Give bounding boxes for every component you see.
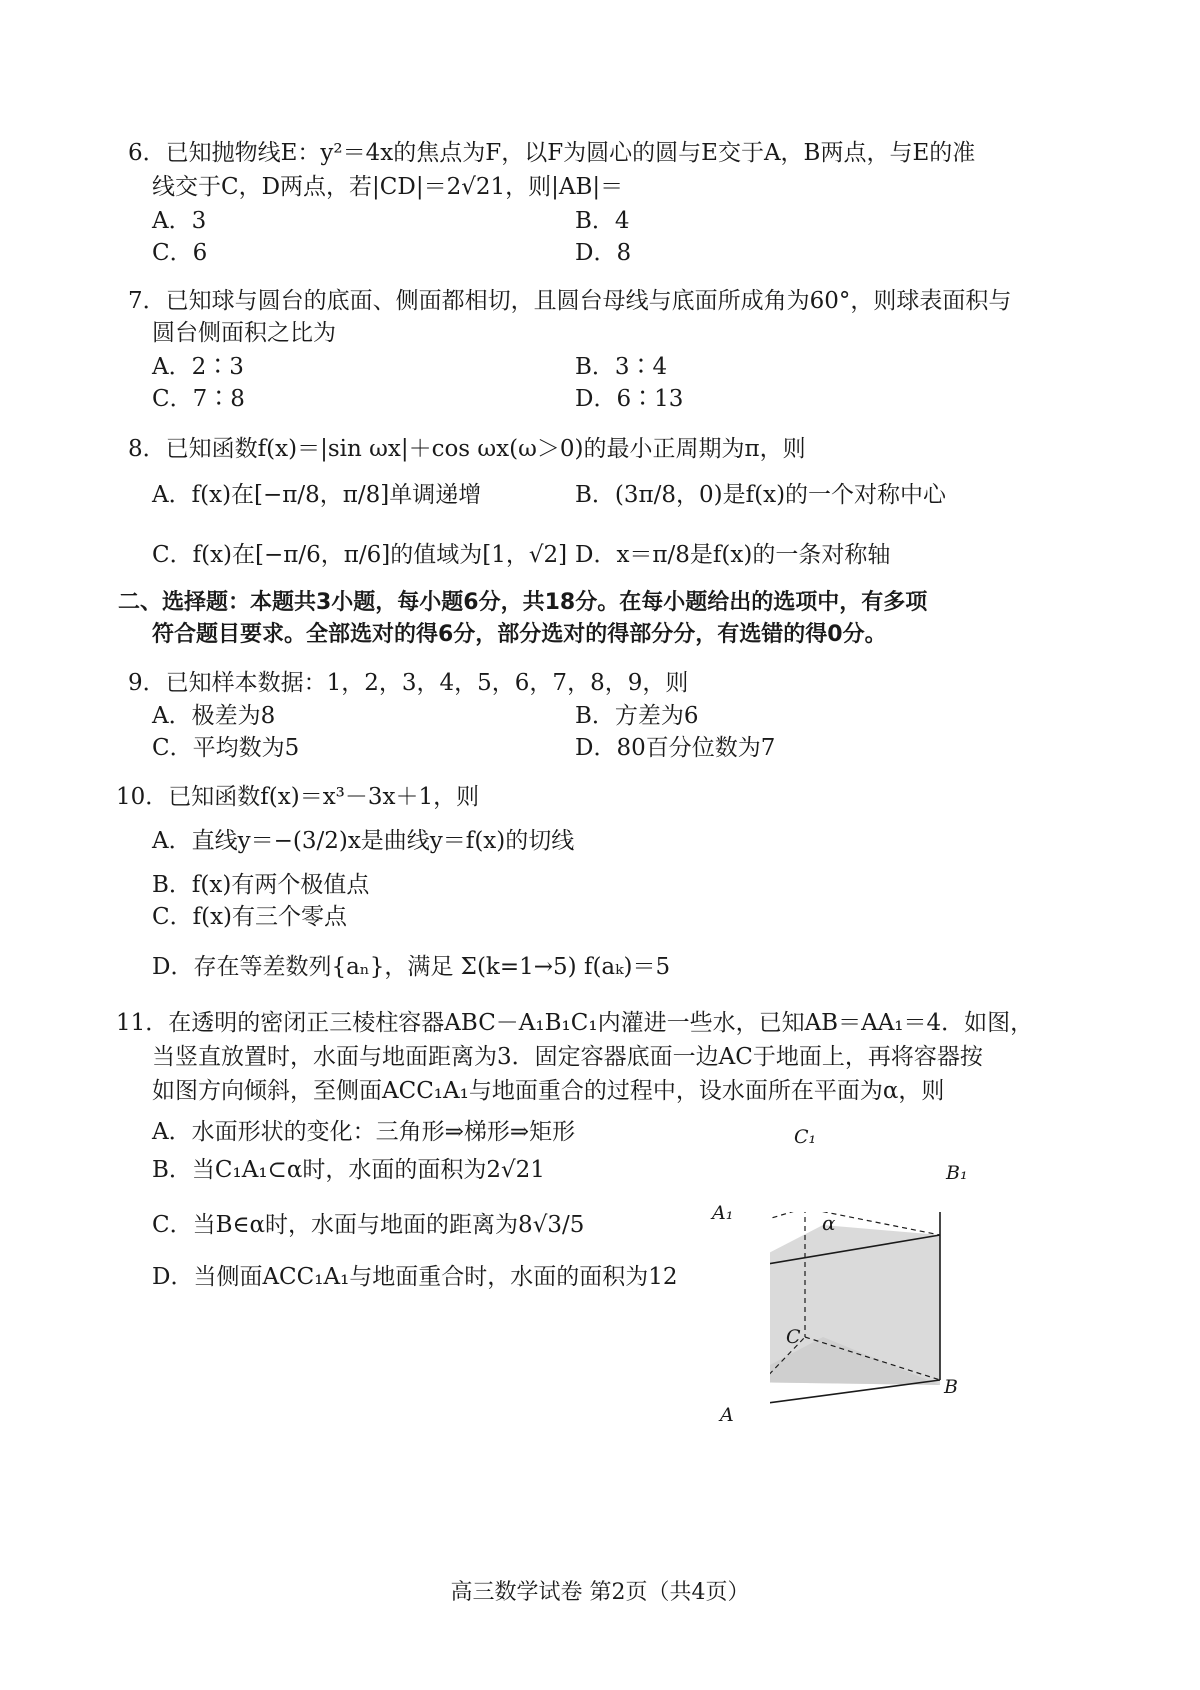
q11-option-d: D．当侧面ACC₁A₁与地面重合时，水面的面积为12 [152,1264,678,1290]
q6-stem-line2: 线交于C，D两点，若|CD|＝2√21，则|AB|＝ [152,174,624,200]
section2-heading-line2: 符合题目要求。全部选对的得6分，部分选对的得部分分，有选错的得0分。 [152,622,887,647]
label-alpha: α [822,1211,836,1235]
q7-stem-line1: 7．已知球与圆台的底面、侧面都相切，且圆台母线与底面所成角为60°，则球表面积与 [128,288,1012,314]
q11-option-b: B．当C₁A₁⊂α时，水面的面积为2√21 [152,1157,545,1183]
q6-option-d: D．8 [575,240,632,266]
q8-stem: 8．已知函数f(x)＝|sin ωx|＋cos ωx(ω＞0)的最小正周期为π，则 [128,436,806,462]
q10-option-c: C．f(x)有三个零点 [152,904,348,930]
edge-ab [770,1380,940,1407]
q10-stem: 10．已知函数f(x)＝x³－3x＋1，则 [116,784,480,810]
q11-stem-line3: 如图方向倾斜，至侧面ACC₁A₁与地面重合的过程中，设水面所在平面为α，则 [152,1078,945,1104]
q11-stem-line1: 11．在透明的密闭正三棱柱容器ABC－A₁B₁C₁内灌进一些水，已知AB＝AA₁＝4．如图， [116,1010,1034,1036]
water-edge-left [770,1212,805,1228]
label-b: B [944,1376,958,1398]
label-c: C [786,1326,801,1348]
q7-stem-line2: 圆台侧面积之比为 [152,320,336,346]
q9-option-d: D．80百分位数为7 [575,735,776,761]
q10-option-a: A．直线y＝−(3/2)x是曲线y＝f(x)的切线 [152,828,575,854]
q8-option-a: A．f(x)在[−π/8，π/8]单调递增 [152,482,482,508]
q11-option-a: A．水面形状的变化：三角形⇒梯形⇒矩形 [152,1119,576,1145]
q10-option-b: B．f(x)有两个极值点 [152,872,370,898]
q7-option-b: B．3∶4 [575,354,668,380]
q9-stem: 9．已知样本数据：1，2，3，4，5，6，7，8，9，则 [128,670,689,696]
q8-option-c: C．f(x)在[−π/6，π/6]的值域为[1，√2] [152,542,568,568]
q7-option-c: C．7∶8 [152,386,245,412]
q9-option-c: C．平均数为5 [152,735,300,761]
label-c1: C₁ [794,1126,817,1148]
q9-option-a: A．极差为8 [152,703,276,729]
q10-option-d: D．存在等差数列{aₙ}，满足 Σ(k=1→5) f(aₖ)＝5 [152,954,671,980]
prism-figure [770,1212,1070,1542]
q7-option-a: A．2∶3 [152,354,244,380]
q6-option-b: B．4 [575,208,630,234]
section2-heading-line1: 二、选择题：本题共3小题，每小题6分，共18分。在每小题给出的选项中，有多项 [118,590,928,615]
q9-option-b: B．方差为6 [575,703,699,729]
q6-stem-line1: 6．已知抛物线E：y²＝4x的焦点为F，以F为圆心的圆与E交于A，B两点，与E的准 [128,140,976,166]
label-a1: A₁ [712,1202,734,1224]
q6-option-a: A．3 [152,208,207,234]
q11-stem-line2: 当竖直放置时，水面与地面距离为3．固定容器底面一边AC于地面上，再将容器按 [152,1044,983,1070]
q7-option-d: D．6∶13 [575,386,684,412]
label-b1: B₁ [946,1162,968,1184]
q8-option-d: D．x＝π/8是f(x)的一条对称轴 [575,542,891,568]
q11-option-c: C．当B∈α时，水面与地面的距离为8√3/5 [152,1212,585,1238]
q6-option-c: C．6 [152,240,208,266]
q8-option-b: B．(3π/8，0)是f(x)的一个对称中心 [575,482,947,508]
label-a: A [720,1404,734,1426]
page-footer: 高三数学试卷 第2页（共4页） [450,1580,750,1605]
